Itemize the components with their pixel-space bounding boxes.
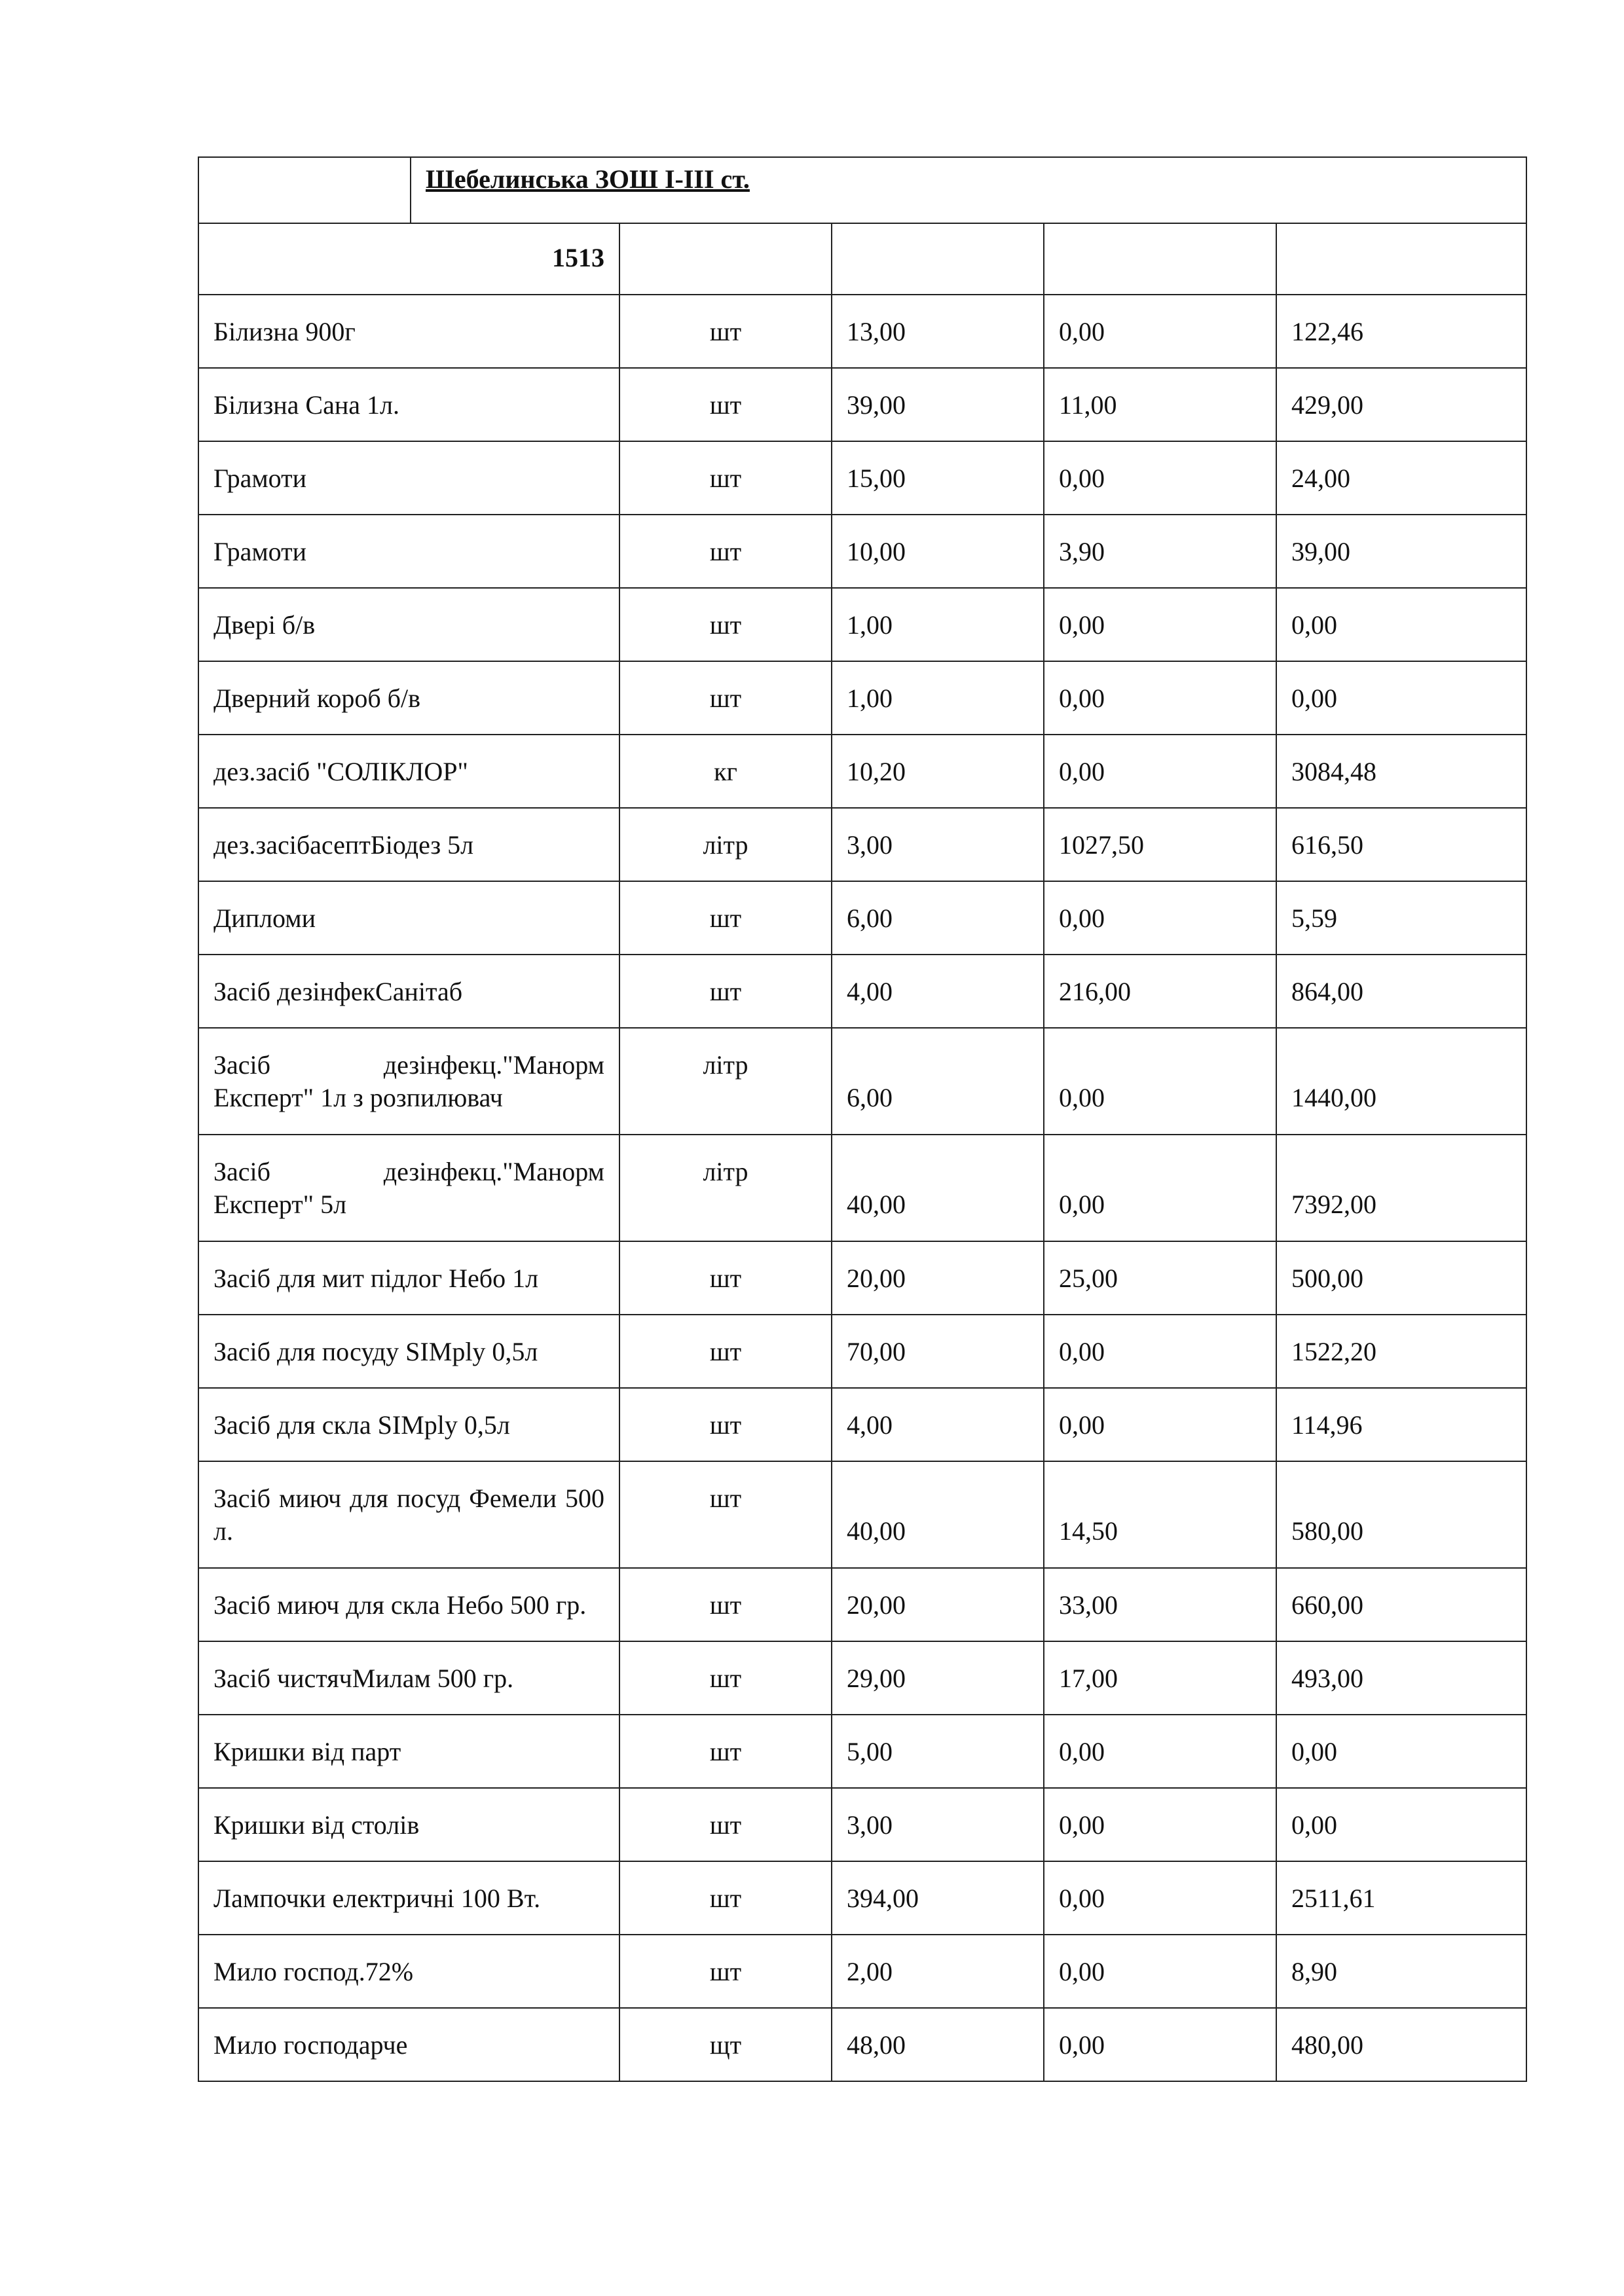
item-price: 0,00 [1044,295,1276,368]
item-unit: шт [619,368,832,441]
item-name: Двері б/в [198,588,619,661]
empty-cell [832,223,1044,295]
item-quantity: 4,00 [832,955,1044,1028]
item-price: 17,00 [1044,1641,1276,1715]
header-row [198,157,1526,223]
item-quantity: 3,00 [832,808,1044,881]
code-row [198,223,1526,295]
inventory-table [198,156,1527,2082]
item-unit: шт [619,955,832,1028]
item-price: 0,00 [1044,1861,1276,1935]
table-row [198,661,1526,735]
table-row [198,515,1526,588]
item-price: 0,00 [1044,441,1276,515]
item-unit: літр [619,808,832,881]
item-name: Засіб дезінфекц."Манорм Експерт" 1л з розпилювач [198,1028,619,1135]
item-price: 0,00 [1044,1935,1276,2008]
table-row [198,735,1526,808]
item-price: 216,00 [1044,955,1276,1028]
empty-cell [1044,223,1276,295]
table-row [198,295,1526,368]
item-sum: 2511,61 [1276,1861,1526,1935]
account-code: 1513 [198,223,619,295]
item-quantity: 6,00 [832,1028,1044,1135]
table-row [198,1861,1526,1935]
item-quantity: 1,00 [832,588,1044,661]
item-quantity: 40,00 [832,1461,1044,1568]
item-sum: 8,90 [1276,1935,1526,2008]
item-quantity: 40,00 [832,1135,1044,1241]
item-price: 0,00 [1044,1315,1276,1388]
item-price: 0,00 [1044,1715,1276,1788]
item-quantity: 20,00 [832,1568,1044,1641]
item-quantity: 29,00 [832,1641,1044,1715]
item-name: Кришки від парт [198,1715,619,1788]
item-sum: 39,00 [1276,515,1526,588]
item-quantity: 5,00 [832,1715,1044,1788]
item-price: 0,00 [1044,2008,1276,2081]
item-price: 14,50 [1044,1461,1276,1568]
item-quantity: 48,00 [832,2008,1044,2081]
item-name: Мило господ.72% [198,1935,619,2008]
item-sum: 0,00 [1276,588,1526,661]
empty-cell [1276,223,1526,295]
item-sum: 7392,00 [1276,1135,1526,1241]
table-row [198,368,1526,441]
table-row [198,1461,1526,1568]
item-sum: 864,00 [1276,955,1526,1028]
item-unit: шт [619,1241,832,1315]
item-price: 3,90 [1044,515,1276,588]
item-name: Лампочки електричні 100 Вт. [198,1861,619,1935]
item-unit: шт [619,441,832,515]
table-row [198,1315,1526,1388]
table-row [198,955,1526,1028]
item-name: Білизна 900г [198,295,619,368]
item-price: 1027,50 [1044,808,1276,881]
item-sum: 580,00 [1276,1461,1526,1568]
item-quantity: 1,00 [832,661,1044,735]
item-quantity: 4,00 [832,1388,1044,1461]
item-unit: кг [619,735,832,808]
item-name: Засіб чистячМилам 500 гр. [198,1641,619,1715]
item-sum: 0,00 [1276,1715,1526,1788]
empty-cell [619,223,832,295]
item-price: 0,00 [1044,661,1276,735]
item-price: 0,00 [1044,1388,1276,1461]
item-sum: 493,00 [1276,1641,1526,1715]
item-unit: літр [619,1028,832,1135]
item-name: Засіб для мит підлог Небо 1л [198,1241,619,1315]
item-quantity: 15,00 [832,441,1044,515]
item-sum: 660,00 [1276,1568,1526,1641]
item-quantity: 3,00 [832,1788,1044,1861]
item-sum: 429,00 [1276,368,1526,441]
table-row [198,1788,1526,1861]
item-sum: 122,46 [1276,295,1526,368]
item-quantity: 10,20 [832,735,1044,808]
table-row [198,441,1526,515]
item-name: Засіб для посуду SIMply 0,5л [198,1315,619,1388]
item-quantity: 10,00 [832,515,1044,588]
item-name: Білизна Сана 1л. [198,368,619,441]
item-sum: 0,00 [1276,1788,1526,1861]
table-row [198,1135,1526,1241]
item-quantity: 2,00 [832,1935,1044,2008]
table-row [198,1388,1526,1461]
item-sum: 1522,20 [1276,1315,1526,1388]
item-sum: 480,00 [1276,2008,1526,2081]
item-unit: шт [619,588,832,661]
item-price: 0,00 [1044,1028,1276,1135]
table-row [198,1641,1526,1715]
item-sum: 3084,48 [1276,735,1526,808]
item-unit: шт [619,1461,832,1568]
item-unit: шт [619,515,832,588]
item-sum: 24,00 [1276,441,1526,515]
item-quantity: 6,00 [832,881,1044,955]
item-name: Мило господарче [198,2008,619,2081]
item-price: 33,00 [1044,1568,1276,1641]
item-name: Грамоти [198,515,619,588]
item-unit: шт [619,1935,832,2008]
item-unit: шт [619,1315,832,1388]
item-name: Засіб дезінфекц."Манорм Експерт" 5л [198,1135,619,1241]
table-row [198,881,1526,955]
item-price: 25,00 [1044,1241,1276,1315]
item-unit: шт [619,1715,832,1788]
item-name: Дверний короб б/в [198,661,619,735]
item-unit: шт [619,881,832,955]
item-quantity: 70,00 [832,1315,1044,1388]
item-unit: шт [619,1788,832,1861]
item-name: Засіб дезінфекСанітаб [198,955,619,1028]
item-unit: шт [619,661,832,735]
item-sum: 0,00 [1276,661,1526,735]
item-unit: літр [619,1135,832,1241]
item-sum: 500,00 [1276,1241,1526,1315]
empty-cell [198,157,411,223]
item-sum: 5,59 [1276,881,1526,955]
table-row [198,2008,1526,2081]
item-unit: шт [619,295,832,368]
item-unit: шт [619,1388,832,1461]
item-unit: шт [619,1861,832,1935]
item-unit: щт [619,2008,832,2081]
item-name: Грамоти [198,441,619,515]
item-quantity: 13,00 [832,295,1044,368]
table-row [198,808,1526,881]
item-name: дез.засібасептБіодез 5л [198,808,619,881]
table-row [198,1241,1526,1315]
item-name: Засіб для скла SIMply 0,5л [198,1388,619,1461]
item-price: 11,00 [1044,368,1276,441]
item-name: Кришки від столів [198,1788,619,1861]
item-price: 0,00 [1044,735,1276,808]
item-unit: шт [619,1568,832,1641]
item-sum: 616,50 [1276,808,1526,881]
item-name: Засіб миюч для скла Небо 500 гр. [198,1568,619,1641]
item-name: Засіб миюч для посуд Фемели 500 л. [198,1461,619,1568]
item-price: 0,00 [1044,588,1276,661]
table-row [198,1568,1526,1641]
item-price: 0,00 [1044,1788,1276,1861]
item-price: 0,00 [1044,1135,1276,1241]
table-row [198,588,1526,661]
table-row [198,1028,1526,1135]
item-price: 0,00 [1044,881,1276,955]
item-unit: шт [619,1641,832,1715]
item-name: Дипломи [198,881,619,955]
item-sum: 114,96 [1276,1388,1526,1461]
item-quantity: 39,00 [832,368,1044,441]
organization-title: Шебелинська ЗОШ І-ІІІ ст. [411,157,1526,223]
table-row [198,1935,1526,2008]
item-sum: 1440,00 [1276,1028,1526,1135]
item-name: дез.засіб "СОЛІКЛОР" [198,735,619,808]
item-quantity: 20,00 [832,1241,1044,1315]
item-quantity: 394,00 [832,1861,1044,1935]
table-row [198,1715,1526,1788]
